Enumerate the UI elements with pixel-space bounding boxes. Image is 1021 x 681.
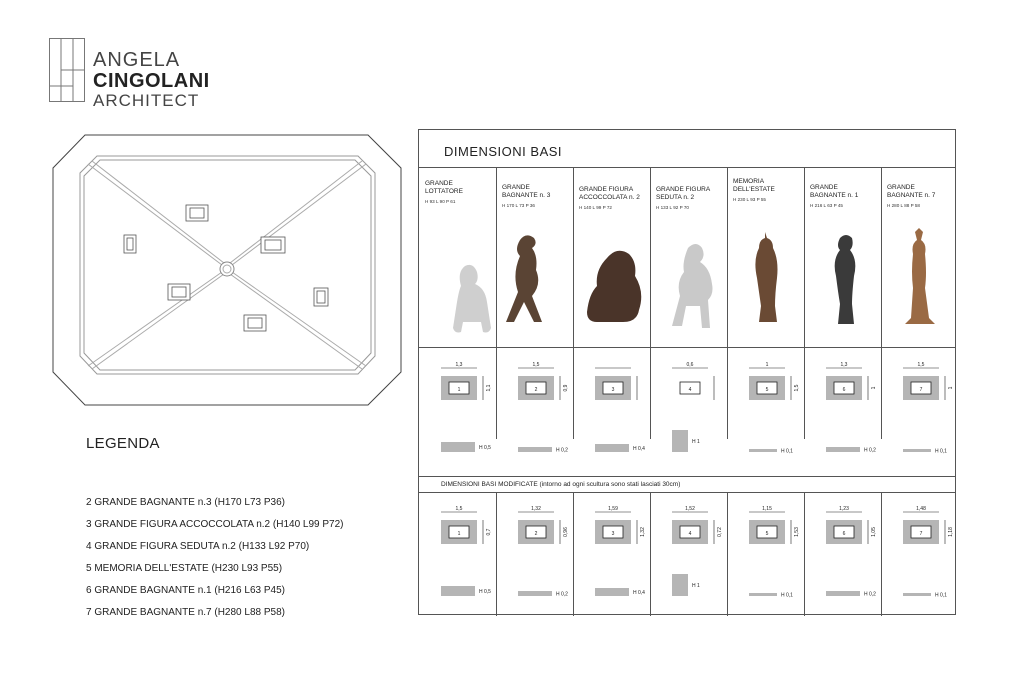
sculpture-photo: [423, 228, 493, 338]
sculpture-dimensions: H 140 L 99 P 72: [579, 205, 612, 210]
logo-line-2: CINGOLANI: [93, 70, 210, 92]
dimensions-table: [418, 129, 956, 615]
sculpture-number: 7: [919, 387, 923, 393]
sculpture-name: MEMORIA DELL'ESTATE: [733, 178, 775, 193]
logo-mark-icon: [49, 38, 85, 102]
height-label: H 0,1: [935, 592, 947, 599]
elevation-bar: [903, 593, 931, 596]
dimension-label: 0,7: [486, 528, 492, 536]
elevation-bar: [441, 586, 475, 596]
elevation-bar: [672, 574, 688, 596]
height-label: H 0,2: [556, 591, 568, 598]
sculpture-photo: [577, 228, 647, 338]
column-divider: [881, 492, 882, 616]
column-divider: [650, 167, 651, 439]
sculpture-header: [887, 184, 935, 209]
sculpture-number: 4: [688, 531, 692, 537]
table-divider: [419, 492, 955, 493]
dimension-label: 1,23: [839, 506, 849, 512]
sculpture-photo: [731, 228, 801, 338]
legend-item: 3 GRANDE FIGURA ACCOCCOLATA n.2 (H140 L99 P72): [86, 519, 344, 530]
column-divider: [496, 167, 497, 439]
elevation-bar: [749, 593, 777, 596]
sculpture-silhouette: [506, 235, 542, 322]
dimension-label: 1,15: [762, 506, 772, 512]
dimension-label: 1,5: [794, 384, 800, 392]
base-diagram: [575, 352, 648, 470]
sculpture-name: GRANDE FIGURA ACCOCCOLATA n. 2: [579, 186, 640, 201]
base-diagram: [806, 352, 879, 470]
sculpture-photo: [885, 228, 955, 338]
sculpture-silhouette: [672, 244, 713, 328]
elevation-bar: [518, 591, 552, 596]
sculpture-number: 7: [919, 531, 923, 537]
sculpture-silhouette: [587, 251, 641, 322]
dimension-label: 1,3: [840, 362, 848, 368]
sculpture-number: 6: [842, 387, 846, 393]
sculpture-number: 4: [688, 387, 692, 393]
sculpture-photo: [808, 228, 878, 338]
dimension-label: 1,18: [948, 527, 954, 537]
sculpture-header: [733, 178, 775, 203]
dimension-label: 1,32: [531, 506, 541, 512]
sculpture-photo: [500, 228, 570, 338]
legend-item: 5 MEMORIA DELL'ESTATE (H230 L93 P55): [86, 563, 283, 574]
elevation-bar: [749, 449, 777, 452]
logo-line-1: ANGELA: [93, 49, 181, 71]
height-label: H 0,1: [781, 448, 793, 455]
modified-base-diagram: [652, 496, 725, 614]
elevation-bar: [903, 449, 931, 452]
modified-base-diagram: [806, 496, 879, 614]
modified-base-diagram: [421, 496, 494, 614]
column-divider: [727, 167, 728, 439]
legend-item: 4 GRANDE FIGURA SEDUTA n.2 (H133 L92 P70): [86, 541, 310, 552]
height-label: H 0,1: [781, 592, 793, 599]
sculpture-number: 2: [534, 387, 538, 393]
sculpture-number: 6: [842, 531, 846, 537]
sculpture-dimensions: H 170 L 73 P 36: [502, 203, 535, 208]
dimension-label: 1,53: [794, 527, 800, 537]
height-label: H 0,5: [479, 445, 491, 451]
sculpture-header: [656, 186, 710, 211]
dimension-label: 0,6: [686, 362, 694, 368]
column-divider: [573, 167, 574, 439]
base-diagram: [498, 352, 571, 470]
logo-line-3: ARCHITECT: [93, 91, 200, 110]
dimension-label: 1,32: [640, 527, 646, 537]
height-label: H 0,2: [864, 447, 876, 454]
sculpture-name: GRANDE BAGNANTE n. 3: [502, 184, 551, 199]
sculpture-silhouette: [905, 228, 935, 324]
sculpture-number: 3: [611, 531, 615, 537]
table-divider: [419, 476, 955, 477]
modified-bases-title: DIMENSIONI BASI MODIFICATE (intorno ad ogni scultura sono stati lasciati 30cm): [441, 481, 681, 488]
logo-text: [93, 50, 210, 110]
base-diagram: [729, 352, 802, 470]
sculpture-silhouette: [453, 265, 491, 333]
sculpture-header: [810, 184, 858, 209]
sculpture-number: 1: [457, 387, 461, 393]
dimension-label: 1,5: [532, 362, 540, 368]
sculpture-name: GRANDE FIGURA SEDUTA n. 2: [656, 186, 711, 201]
dimension-label: 1,3: [455, 362, 463, 368]
sculpture-dimensions: H 280 L 88 P 58: [887, 203, 920, 208]
column-divider: [804, 167, 805, 439]
dimension-label: 1,5: [917, 362, 925, 368]
table-title: DIMENSIONI BASI: [444, 144, 563, 159]
elevation-bar: [826, 447, 860, 452]
column-divider: [496, 492, 497, 616]
legend-item: 7 GRANDE BAGNANTE n.7 (H280 L88 P58): [86, 607, 285, 618]
modified-base-diagram: [883, 496, 955, 614]
dimension-label: 1,59: [608, 506, 618, 512]
sculpture-silhouette: [835, 235, 856, 324]
height-label: H 0,1: [935, 448, 947, 455]
sculpture-header: [425, 180, 463, 205]
column-divider: [573, 492, 574, 616]
elevation-bar: [595, 588, 629, 596]
height-label: H 0,2: [864, 591, 876, 598]
sculpture-number: 5: [765, 387, 769, 393]
column-divider: [881, 167, 882, 439]
modified-base-diagram: [575, 496, 648, 614]
sculpture-name: GRANDE LOTTATORE: [425, 180, 463, 195]
legend-list: [86, 492, 344, 624]
dimension-label: 0,96: [563, 527, 569, 537]
dimension-label: 1: [871, 386, 877, 390]
sculpture-dimensions: H 133 L 92 P 70: [656, 205, 689, 210]
floor-plan: [50, 132, 404, 408]
sculpture-number: 2: [534, 531, 538, 537]
height-label: H 0,4: [633, 590, 645, 596]
column-divider: [727, 492, 728, 616]
elevation-bar: [441, 442, 475, 452]
dimension-label: 0,9: [563, 384, 569, 392]
legend-item: 6 GRANDE BAGNANTE n.1 (H216 L63 P45): [86, 585, 285, 596]
height-label: H 0,4: [633, 446, 645, 452]
sculpture-dimensions: H 230 L 93 P 55: [733, 197, 766, 202]
base-diagram: [421, 352, 494, 470]
sculpture-photo: [654, 228, 724, 338]
dimension-label: 1,1: [486, 384, 492, 392]
modified-base-diagram: [498, 496, 571, 614]
sculpture-number: 1: [457, 531, 461, 537]
sculpture-header: [502, 184, 550, 209]
modified-base-diagram: [729, 496, 802, 614]
dimension-label: 1: [948, 386, 954, 390]
column-divider: [804, 492, 805, 616]
sculpture-silhouette: [755, 232, 777, 322]
height-label: H 1: [692, 583, 700, 589]
sculpture-dimensions: H 216 L 63 P 45: [810, 203, 843, 208]
sculpture-dimensions: H 93 L 90 P 61: [425, 199, 456, 204]
sculpture-number: 5: [765, 531, 769, 537]
dimension-label: 1,05: [871, 527, 877, 537]
sculpture-header: [579, 186, 640, 211]
elevation-bar: [518, 447, 552, 452]
dimension-label: 1,52: [685, 506, 695, 512]
height-label: H 0,5: [479, 589, 491, 595]
dimension-label: 1,48: [916, 506, 926, 512]
elevation-bar: [826, 591, 860, 596]
base-diagram: [652, 352, 725, 470]
base-diagram: [883, 352, 955, 470]
column-divider: [650, 492, 651, 616]
dimension-label: 0,72: [717, 527, 723, 537]
sculpture-number: 3: [611, 387, 615, 393]
height-label: H 0,2: [556, 447, 568, 454]
elevation-bar: [595, 444, 629, 452]
sculpture-name: GRANDE BAGNANTE n. 1: [810, 184, 859, 199]
elevation-bar: [672, 430, 688, 452]
legend-title: LEGENDA: [86, 435, 160, 452]
dimension-label: 1,5: [455, 506, 463, 512]
table-divider: [419, 347, 955, 348]
table-divider: [419, 167, 955, 168]
legend-item: 2 GRANDE BAGNANTE n.3 (H170 L73 P36): [86, 497, 285, 508]
height-label: H 1: [692, 439, 700, 445]
dimension-label: 1: [765, 362, 769, 368]
sculpture-name: GRANDE BAGNANTE n. 7: [887, 184, 936, 199]
